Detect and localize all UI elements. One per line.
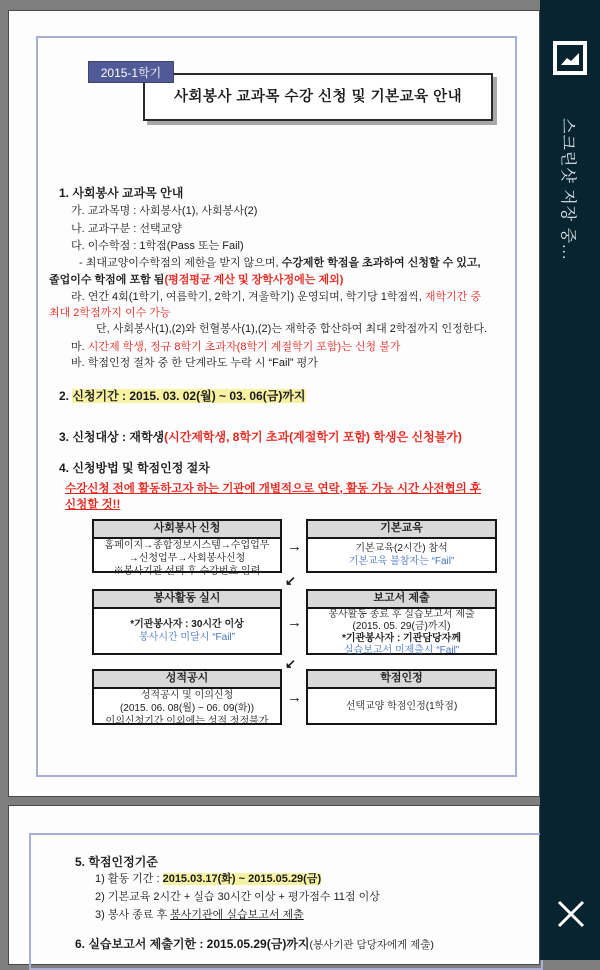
doc-line: 최대 2학점까지 이수 가능 xyxy=(49,307,171,319)
warning-line: 수강신청 전에 활동하고자 하는 기관에 개별적으로 연락, 활동 가능 시간 사전협의 후 xyxy=(65,483,482,495)
section-4-heading: 4. 신청방법 및 학점인정 절차 xyxy=(59,461,210,475)
diagonal-arrow-icon: ↙ xyxy=(285,573,296,588)
right-arrow-icon: → xyxy=(287,614,302,631)
flow-box-line-blue: 기본교육 불참자는 “Fail” xyxy=(348,556,455,567)
document-page-2 xyxy=(8,805,540,965)
doc-text-bold: 졸업이수 학점에 포함 됨 xyxy=(49,274,165,286)
flow-box-line: ※봉사기관 선택 후 수강번호 입력 xyxy=(113,566,261,577)
doc-text-underline: 봉사기관에 실습보고서 제출 xyxy=(170,909,304,921)
right-arrow-icon: → xyxy=(287,538,302,555)
document-page-1 xyxy=(8,10,540,797)
right-arrow-icon: → xyxy=(287,689,302,706)
flow-box-line: →신청업무→사회봉사신청 xyxy=(128,553,246,564)
doc-text: 1) 활동 기간 : xyxy=(95,873,163,885)
doc-line: 다. 이수학점 : 1학점(Pass 또는 Fail) xyxy=(71,240,244,252)
doc-text: 2. xyxy=(59,389,73,403)
doc-line xyxy=(49,273,343,288)
page-title: 사회봉사 교과목 수강 신청 및 기본교육 안내 xyxy=(143,73,493,121)
flow-box-grade-posting xyxy=(92,669,282,725)
doc-line xyxy=(95,908,304,923)
doc-text-red: 시간제 학생, 정규 8학기 초과자(8학기 계절학기 포함)는 신청 불가 xyxy=(87,341,401,353)
doc-text-red: 재학기간 중 xyxy=(424,291,482,303)
flow-box-line: 기본교육(2시간) 참석 xyxy=(355,543,448,554)
doc-text-red: (평점평균 계산 및 장학사정에는 제외) xyxy=(164,274,344,286)
flow-box-line: (2015. 06. 08(월) ~ 06. 09(화)) xyxy=(119,703,255,714)
flow-box-line-blue: 봉사시간 미달시 “Fail” xyxy=(139,632,235,643)
flow-box-title: 사회봉사 신청 xyxy=(94,521,280,539)
flow-box-line: (2015. 05. 29(금)까지) xyxy=(352,621,451,632)
image-icon xyxy=(553,40,587,81)
doc-line: 가. 교과목명 : 사회봉사(1), 사회봉사(2) xyxy=(71,205,258,217)
section-2-heading xyxy=(59,389,306,404)
page-border-frame xyxy=(36,36,517,777)
flow-box-line-bold: *기관봉사자 : 30시간 이상 xyxy=(130,619,244,630)
flow-box-title: 성적공시 xyxy=(94,671,280,689)
flow-box-title: 봉사활동 실시 xyxy=(94,591,280,609)
warning-line: 신청할 것!! xyxy=(65,499,121,511)
section-5-heading: 5. 학점인정기준 xyxy=(75,855,158,869)
flow-box-apply xyxy=(92,519,282,577)
doc-text: (봉사기관 담당자에게 제출) xyxy=(309,939,434,951)
highlighted-date-range: 신청기간 : 2015. 03. 02(월) ~ 03. 06(금)까지 xyxy=(72,389,306,403)
flow-box-credit-recognition xyxy=(306,669,497,725)
doc-text: 3. 신청대상 : 재학생 xyxy=(59,430,165,444)
doc-line: 나. 교과구분 : 선택교양 xyxy=(71,223,182,235)
section-3-heading xyxy=(59,430,462,445)
flow-box-title: 학점인정 xyxy=(308,671,495,689)
section-1-heading: 1. 사회봉사 교과목 안내 xyxy=(59,186,184,200)
doc-text: - 최대교양이수학점의 제한을 받지 않으며, xyxy=(79,257,282,269)
flow-box-basic-education xyxy=(306,519,497,573)
flow-box-line-bold: *기관봉사자 : 기관담당자께 xyxy=(341,633,462,644)
doc-text: 라. 연간 4회(1학기, 여름학기, 2학기, 겨울학기) 운영되며, 학기당 1학점씩, xyxy=(71,291,425,303)
flow-box-report-submission xyxy=(306,589,497,655)
doc-line xyxy=(95,872,321,887)
flow-box-title: 기본교육 xyxy=(308,521,495,539)
flow-box-title: 보고서 제출 xyxy=(308,591,495,609)
semester-badge: 2015-1학기 xyxy=(88,61,174,83)
doc-line xyxy=(79,256,481,271)
diagonal-arrow-icon: ↙ xyxy=(285,656,296,671)
flow-box-volunteer-activity xyxy=(92,589,282,655)
doc-line: 2) 기본교육 2시간 + 실습 30시간 이상 + 평가점수 11점 이상 xyxy=(95,891,380,903)
doc-line: 단, 사회봉사(1),(2)와 헌혈봉사(1),(2)는 재학중 합산하여 최대 2학점까지 인정한다. xyxy=(96,323,488,335)
flow-box-line: 선택교양 학점인정(1학점) xyxy=(345,700,458,712)
flow-box-line: 이의신청기간 이외에는 성적 정정불가 xyxy=(105,716,269,727)
doc-text: 3) 봉사 종료 후 xyxy=(95,909,171,921)
doc-text-bold: 6. 실습보고서 제출기한 : 2015.05.29(금)까지 xyxy=(75,937,310,951)
flow-box-line: 홈페이지→종합정보시스템→수업업무 xyxy=(104,540,270,551)
close-icon[interactable] xyxy=(556,899,586,929)
saving-status-text: 스크린샷 저장 중... xyxy=(559,118,576,261)
flow-box-line-blue: 실습보고서 미제출시 “Fail” xyxy=(343,645,460,656)
doc-line: 바. 학점인정 절차 중 한 단계라도 누락 시 “Fail” 평가 xyxy=(71,357,318,369)
doc-text-bold: 수강제한 학점을 초과하여 신청할 수 있고, xyxy=(281,257,481,269)
doc-line xyxy=(71,340,400,355)
section-6-heading xyxy=(75,937,434,953)
flow-box-line: 성적공시 및 이의신청 xyxy=(140,690,234,701)
doc-text-red: (시간제학생, 8학기 초과(계절학기 포함) 학생은 신청불가) xyxy=(164,430,462,444)
doc-text: 마. xyxy=(71,341,88,353)
flow-box-line: 봉사활동 종료 후 실습보고서 제출 xyxy=(328,609,475,620)
doc-line xyxy=(71,290,481,305)
highlighted-date-range: 2015.03.17(화) ~ 2015.05.29(금) xyxy=(162,873,322,885)
